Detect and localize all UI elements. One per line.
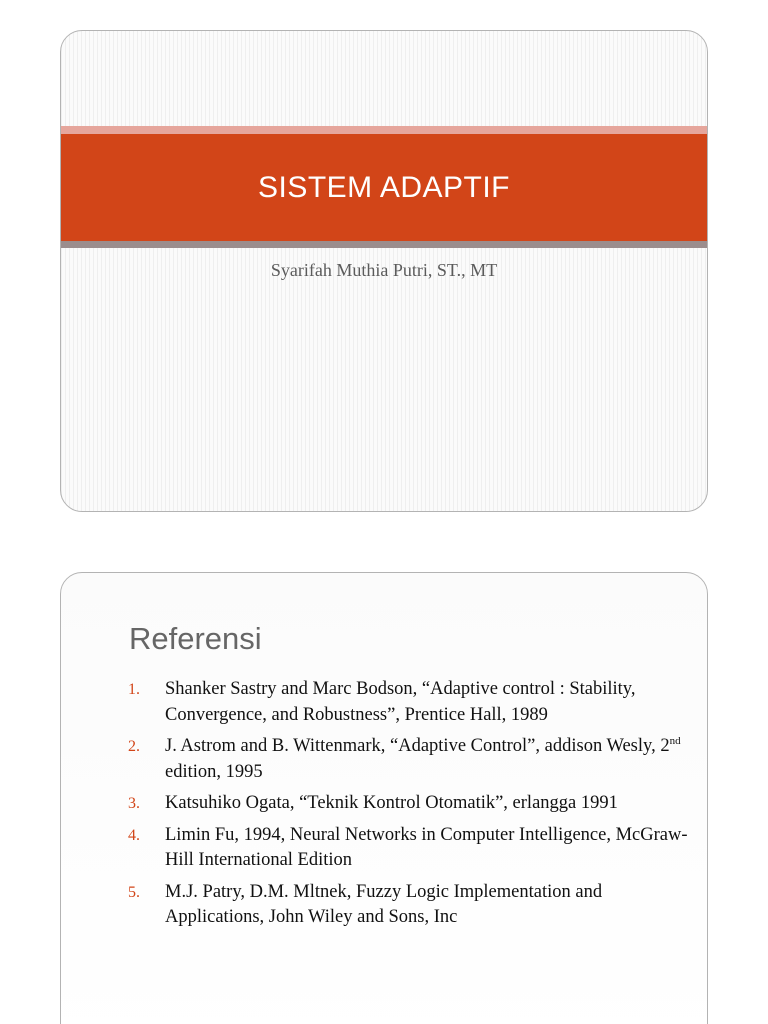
reference-text: Katsuhiko Ogata, “Teknik Kontrol Otomatik”, erlangga 1991: [165, 793, 618, 813]
reference-number: 3.: [128, 795, 140, 812]
reference-number: 2.: [128, 738, 140, 755]
reference-item: [128, 791, 688, 817]
title-band-bottom-stripe: [61, 241, 707, 248]
reference-text-main: J. Astrom and B. Wittenmark, “Adaptive Control”, addison Wesly, 2: [165, 736, 670, 756]
reference-text: Limin Fu, 1994, Neural Networks in Computer Intelligence, McGraw-Hill International Edition: [165, 824, 688, 870]
reference-item: [128, 880, 688, 931]
reference-item: [128, 677, 688, 728]
reference-item: [128, 734, 688, 785]
reference-number: 1.: [128, 681, 140, 698]
reference-item: [128, 823, 688, 874]
title-slide: [60, 30, 708, 512]
slide-title: SISTEM ADAPTIF: [257, 171, 511, 204]
reference-superscript: nd: [669, 734, 681, 747]
reference-text: [165, 736, 681, 782]
references-slide: [60, 572, 708, 1024]
references-list: [128, 677, 688, 937]
slide-subtitle: Syarifah Muthia Putri, ST., MT: [270, 260, 498, 280]
title-band-top-stripe: [61, 126, 707, 134]
reference-text: Shanker Sastry and Marc Bodson, “Adaptive control : Stability, Convergence, and Robustness”, Prentice Hall, 1989: [165, 679, 636, 725]
reference-number: 5.: [128, 883, 140, 901]
references-heading: Referensi: [129, 621, 262, 656]
reference-number: 4.: [128, 826, 140, 844]
reference-text-tail: edition, 1995: [165, 761, 263, 782]
reference-text: M.J. Patry, D.M. Mltnek, Fuzzy Logic Implementation and Applications, John Wiley and Sons, Inc: [165, 881, 603, 927]
